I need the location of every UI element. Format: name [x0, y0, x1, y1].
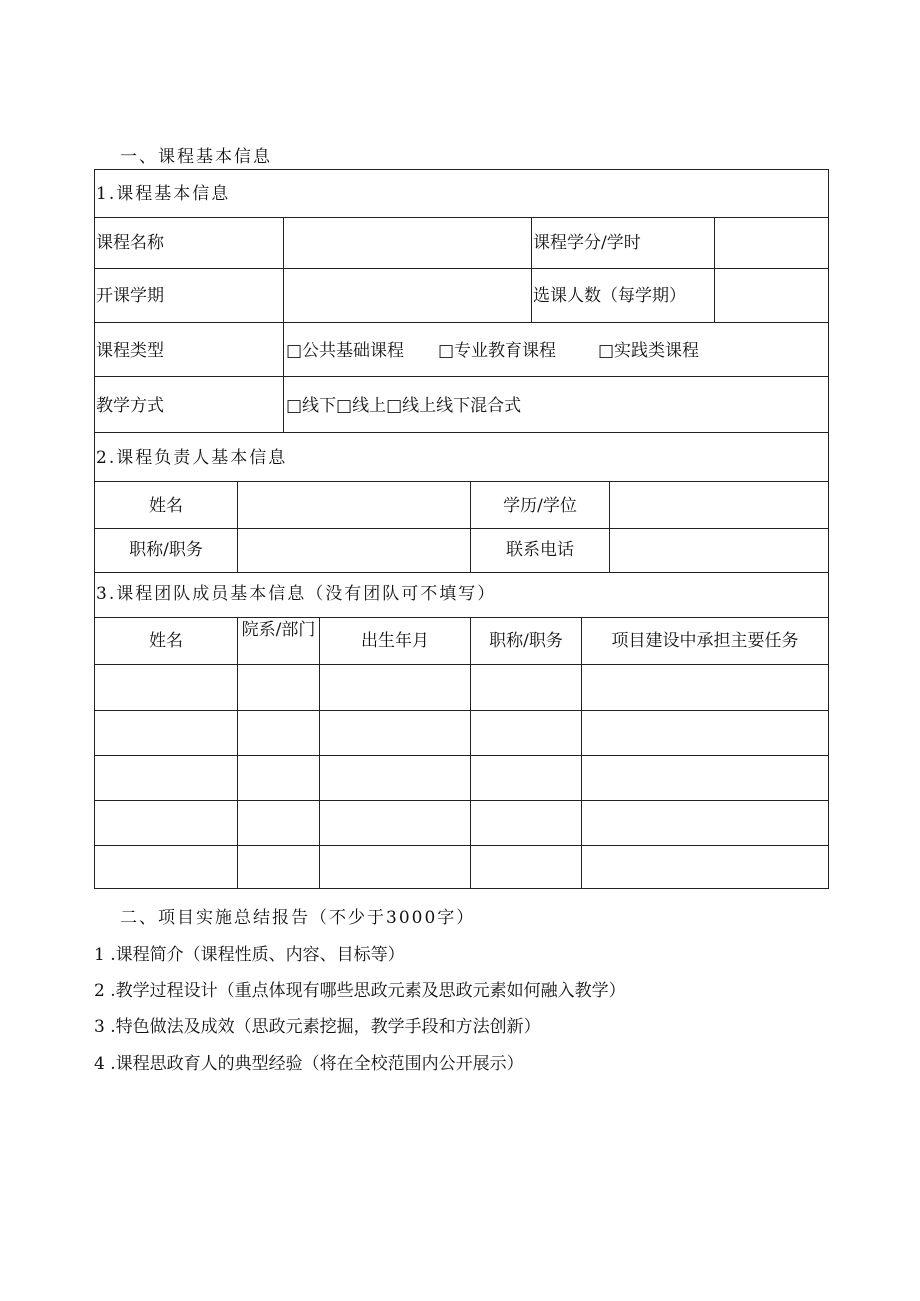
course-name-field[interactable]	[284, 218, 530, 267]
credits-field[interactable]	[715, 218, 828, 267]
report-item-text: .教学过程设计（重点体现有哪些思政元素及思政元素如何融入教学）	[110, 981, 626, 1001]
team-row[interactable]	[95, 711, 828, 755]
report-item-number: 3	[94, 1017, 105, 1037]
report-item-number: 4	[94, 1054, 105, 1074]
leader-education-field[interactable]	[610, 482, 828, 528]
col-divider	[531, 217, 532, 322]
course-type-option-practice[interactable]: □实践类课程	[598, 341, 700, 361]
report-item-text: .课程思政育人的典型经验（将在全校范围内公开展示）	[110, 1054, 524, 1074]
leader-education-label: 学历/学位	[503, 496, 577, 516]
leader-name-label: 姓名	[149, 496, 183, 516]
team-row[interactable]	[95, 756, 828, 800]
report-item-3	[94, 1017, 541, 1037]
report-item-1	[94, 945, 405, 965]
semester-field[interactable]	[284, 269, 530, 321]
enrollment-label: 选课人数（每学期）	[533, 286, 686, 306]
enrollment-field[interactable]	[715, 269, 828, 321]
team-row[interactable]	[95, 665, 828, 710]
teaching-mode-label: 教学方式	[96, 396, 164, 416]
report-item-text: .特色做法及成效（思政元素挖掘，教学手段和方法创新）	[110, 1017, 541, 1037]
col-divider	[283, 322, 284, 432]
row-divider	[94, 322, 829, 323]
section-1-heading: 一、课程基本信息	[120, 147, 272, 167]
row-divider	[94, 432, 829, 433]
report-item-text: .课程简介（课程性质、内容、目标等）	[110, 945, 405, 965]
team-row[interactable]	[95, 846, 828, 888]
row-divider	[94, 572, 829, 573]
leader-phone-field[interactable]	[610, 529, 828, 572]
team-row[interactable]	[95, 801, 828, 845]
leader-name-field[interactable]	[238, 482, 470, 528]
team-col-title: 职称/职务	[489, 631, 563, 651]
row-divider	[94, 617, 829, 618]
course-name-label: 课程名称	[96, 233, 164, 253]
team-col-birth: 出生年月	[361, 631, 429, 651]
section-2-heading: 二、项目实施总结报告（不少于3000字）	[120, 908, 476, 928]
report-item-4	[94, 1054, 524, 1074]
team-col-task: 项目建设中承担主要任务	[611, 631, 799, 651]
teaching-mode-options[interactable]: □线下□线上□线上线下混合式	[286, 396, 522, 416]
credits-label: 课程学分/学时	[533, 233, 641, 253]
basic-info-heading: 1.课程基本信息	[96, 184, 231, 204]
leader-title-label: 职称/职务	[129, 540, 203, 560]
course-type-option-major[interactable]: □专业教育课程	[438, 341, 557, 361]
team-info-heading: 3.课程团队成员基本信息（没有团队可不填写）	[96, 584, 497, 604]
leader-phone-label: 联系电话	[506, 540, 574, 560]
team-col-department: 院系/部门	[241, 620, 316, 640]
course-type-option-public[interactable]: □公共基础课程	[286, 341, 405, 361]
report-item-number: 2	[94, 981, 105, 1001]
course-type-label: 课程类型	[96, 341, 164, 361]
report-item-2	[94, 981, 626, 1001]
team-col-name: 姓名	[149, 631, 183, 651]
report-item-number: 1	[94, 945, 105, 965]
semester-label: 开课学期	[96, 286, 164, 306]
row-divider	[94, 376, 829, 377]
leader-info-heading: 2.课程负责人基本信息	[96, 448, 288, 468]
leader-title-field[interactable]	[238, 529, 470, 572]
